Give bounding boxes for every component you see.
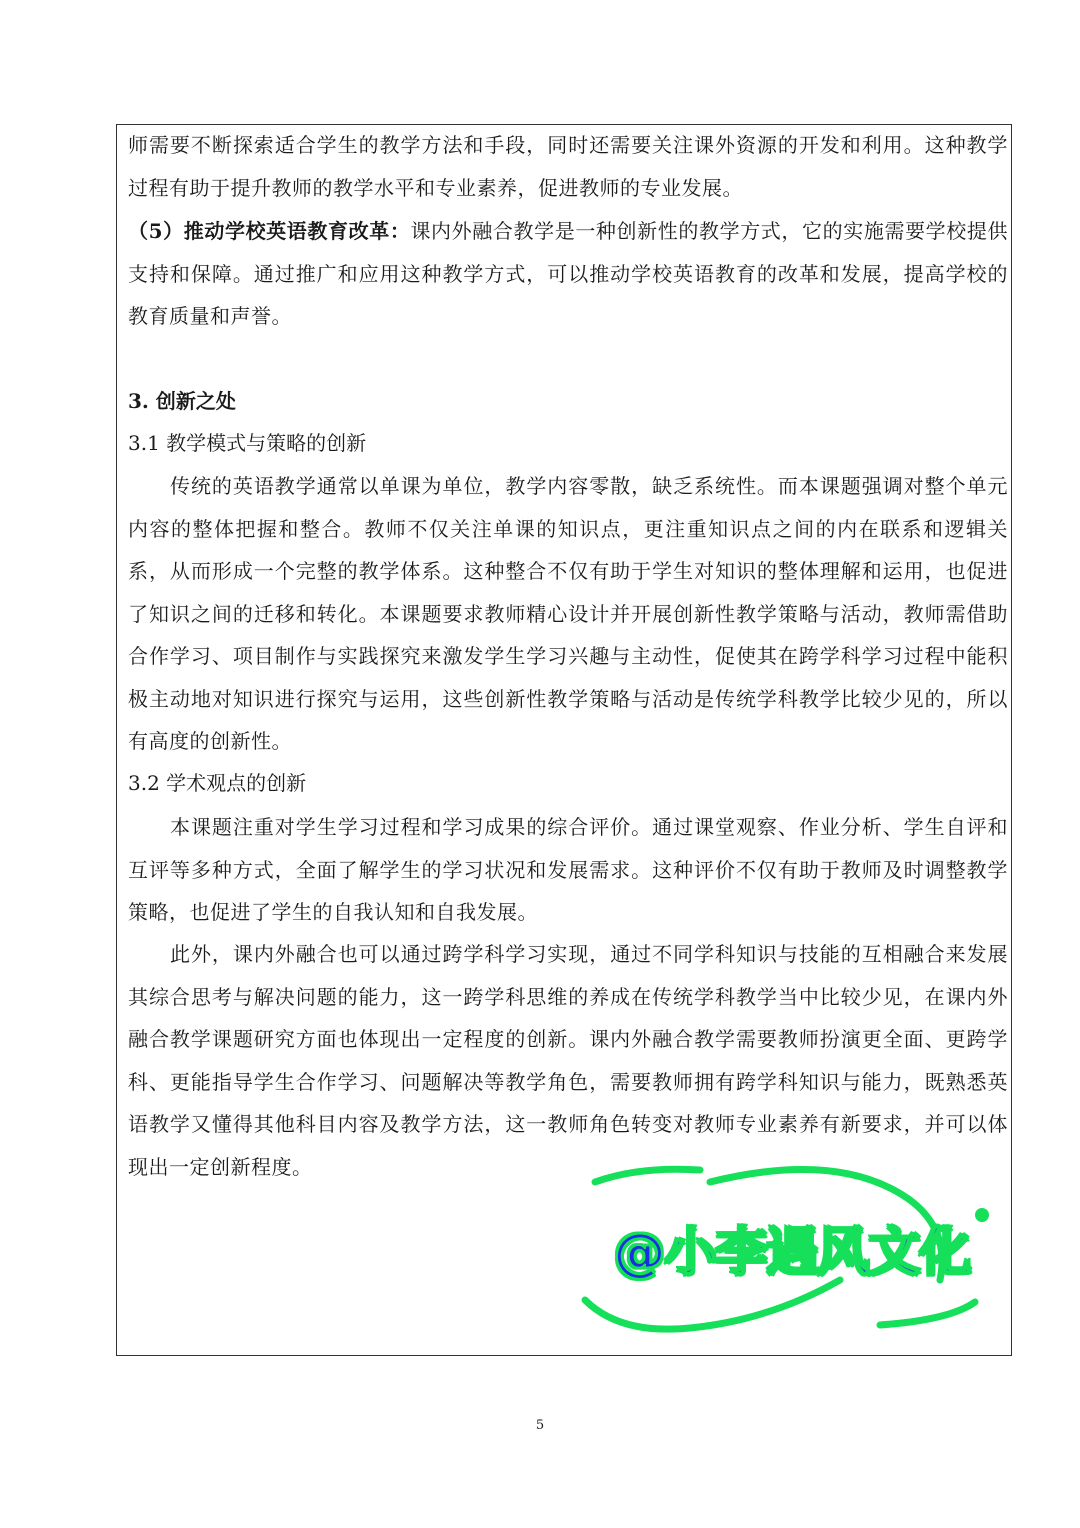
section-3-1-paragraph: 传统的英语教学通常以单课为单位，教学内容零散，缺乏系统性。而本课题强调对整个单元内容的整体把握和整合。教师不仅关注单课的知识点，更注重知识点之间的内在联系和逻辑关系，从而形成一个完整的教学体系。这种整合不仅有助于学生对知识的整体理解和运用，也促进了知识之间的迁移和转化。本课题要求教师精心设计并开展创新性教学策略与活动，教师需借助合作学习、项目制作与实践探究来激发学生学习兴趣与主动性，促使其在跨学科学习过程中能积极主动地对知识进行探究与运用，这些创新性教学策略与活动是传统学科教学比较少见的，所以有高度的创新性。 — [128, 474, 1008, 753]
section-3-2-paragraph-1: 本课题注重对学生学习过程和学习成果的综合评价。通过课堂观察、作业分析、学生自评和互评等多种方式，全面了解学生的学习状况和发展需求。这种评价不仅有助于教师及时调整教学策略，也促进了学生的自我认知和自我发展。 — [128, 815, 1008, 924]
section-3-title: 3. 创新之处 — [128, 389, 236, 413]
intro-paragraph: 师需要不断探索适合学生的教学方法和手段，同时还需要关注课外资源的开发和利用。这种教学过程有助于提升教师的教学水平和专业素养，促进教师的专业发展。 — [128, 133, 1008, 200]
page-number: 5 — [535, 1418, 545, 1433]
section-3-2-title: 3.2 学术观点的创新 — [128, 771, 307, 795]
section-3-1-title: 3.1 教学模式与策略的创新 — [128, 431, 367, 455]
point-5-paragraph — [128, 210, 1008, 338]
watermark — [580, 1160, 1000, 1335]
section-3-2-paragraph-2: 此外，课内外融合也可以通过跨学科学习实现，通过不同学科知识与技能的互相融合来发展其综合思考与解决问题的能力，这一跨学科思维的养成在传统学科教学当中比较少见，在课内外融合教学课题研究方面也体现出一定程度的创新。课内外融合教学需要教师扮演更全面、更跨学科、更能指导学生合作学习、问题解决等教学角色，需要教师拥有跨学科知识与能力，既熟悉英语教学又懂得其他科目内容及教学方法，这一教师角色转变对教师专业素养有新要求，并可以体现出一定创新程度。 — [128, 942, 1008, 1179]
watermark-text: @小李遇风文化 — [613, 1223, 971, 1283]
point-5-label: （5）推动学校英语教育改革： — [128, 219, 411, 243]
point-5-text: 课内外融合教学是一种创新性的教学方式，它的实施需要学校提供支持和保障。通过推广和应用这种教学方式，可以推动学校英语教育的改革和发展，提高学校的教育质量和声誉。 — [128, 219, 1009, 328]
